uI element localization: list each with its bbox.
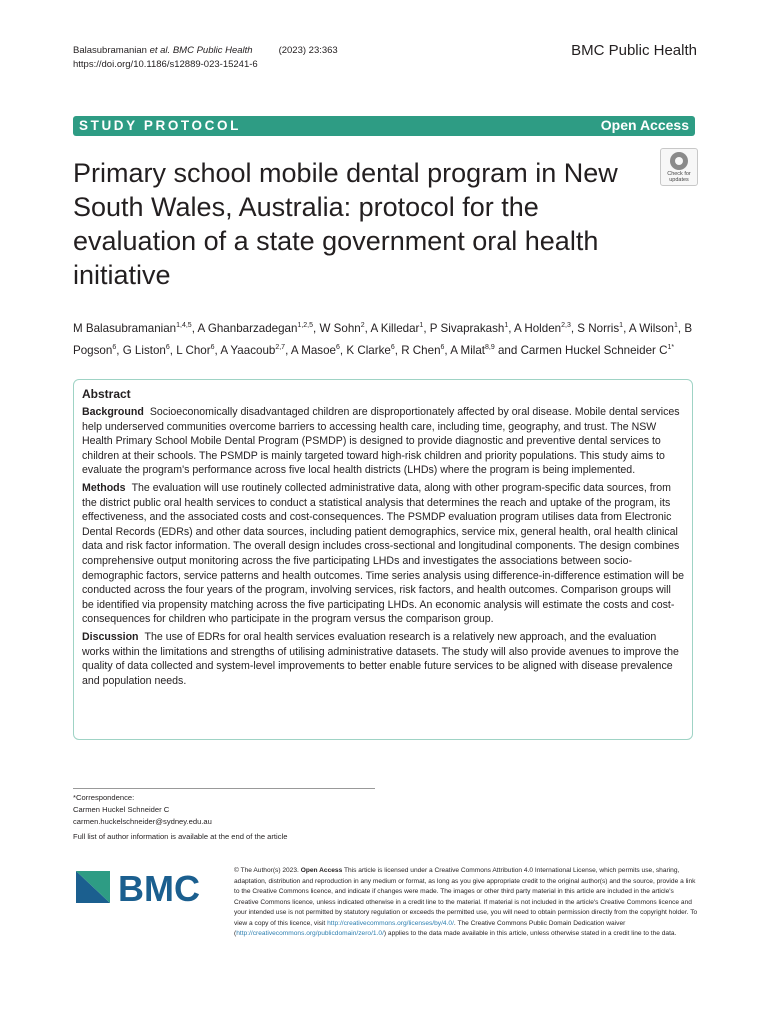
author-affiliation: 1,2,5 (297, 322, 314, 329)
citation-etal: et al. (149, 45, 171, 56)
check-for-updates-button[interactable] (660, 148, 698, 186)
author-list: M Balasubramanian$^{1,4,5}$, A Ghanbarzadegan$^{1,2,5}$, W Sohn$^2$, A Killedar$^1$, P Sivaprakash$^1$, A Holden$^{2,3}$, S Norris$^1$, A Wilson$^1$, B Pogson$^6$, G Liston$^6$, L Chor$^6$, A Yaacoub$^{2,7}$, A Masoe$^6$, K Clarke$^6$, R Chen$^6$, A Milat$^{8,9}$ and Carmen Huckel Schneider $C^{1*}$ (73, 321, 693, 357)
author-affiliation: 6 (440, 343, 445, 351)
article-type-label: STUDY PROTOCOL (79, 118, 241, 133)
author-affiliation: 1 (504, 322, 509, 329)
author-affiliation: 1* (667, 343, 675, 351)
author-affiliation: 6 (210, 343, 215, 351)
methods-label: Methods (82, 481, 126, 494)
author-name: K Clarke$^6$ (346, 343, 395, 357)
author-name: G Liston$^6$ (122, 343, 170, 357)
abstract-methods (82, 481, 684, 627)
correspondence-block (73, 792, 212, 828)
license-text-1: This article is licensed under a Creative Commons Attribution 4.0 International License, which permits use, sharing, adaptation, distribution and reproduction in any medium or format, as long as you give appropriate credit to the original author(s) and the source, provide a link to the Creative Commons licence, and indicate if changes were made. The images or other third party material in this article are included in the article's Creative Commons licence, unless indicated otherwise in a credit line to the material. If material is not included in the article's Creative Commons licence and your intended use is not permitted by statutory regulation or exceeds the permitted use, you will need to obtain permission directly from the copyright holder. To view a copy of this licence, visit (234, 867, 698, 927)
correspondence-email[interactable]: carmen.huckelschneider@sydney.edu.au (73, 817, 212, 826)
doi-link[interactable]: https://doi.org/10.1186/s12889-023-15241-6 (73, 59, 258, 70)
discussion-label: Discussion (82, 630, 139, 643)
author-name: A Masoe$^6$ (290, 343, 340, 357)
license-text-3: ) applies to the data made available in this article, unless otherwise stated in a credit line to the data. (383, 930, 677, 937)
author-name: A Milat$^{8,9}$ (450, 343, 495, 357)
author-affiliation: 6 (112, 343, 117, 351)
license-link-cc-by[interactable]: http://creativecommons.org/licenses/by/4.0/ (327, 919, 454, 927)
open-access-label: Open Access (600, 117, 689, 133)
author-name: S Norris$^1$ (577, 321, 624, 335)
author-name: A Yaacoub$^{2,7}$ (220, 343, 286, 357)
license-text-2: . The Creative Commons Public Domain Dedication waiver ( (234, 919, 626, 937)
author-name: Carmen Huckel Schneider $C^{1*}$ (520, 343, 675, 357)
citation-year-volume: (2023) 23:363 (278, 45, 338, 56)
author-name: A Ghanbarzadegan$^{1,2,5}$ (197, 321, 314, 335)
abstract-heading: Abstract (82, 387, 131, 401)
author-affiliation: 8,9 (485, 343, 495, 351)
author-name: P Sivaprakash$^1$ (429, 321, 509, 335)
author-name: B Pogson$^6$ (73, 321, 693, 357)
citation-authors: Balasubramanian (73, 45, 147, 56)
license-copyright: © The Author(s) 2023. (234, 867, 299, 874)
license-statement (234, 866, 698, 940)
author-affiliation: 1 (419, 322, 424, 329)
check-for-updates-icon (670, 152, 688, 170)
author-name: W Sohn$^2$ (319, 321, 365, 335)
author-affiliation: 1 (619, 322, 624, 329)
correspondence-name: Carmen Huckel Schneider C (73, 805, 170, 814)
badge-line-1: Check for (667, 171, 691, 177)
discussion-text: The use of EDRs for oral health services evaluation research is a relatively new approach, and the evaluation works within the limitations and strengths of utilising administrative datasets. The study will also provide avenues to improve the quality of data collected and system-level improvements to better enable future services to be aligned with disease prevalence and population needs. (82, 630, 679, 687)
bmc-logo (76, 869, 216, 905)
footnote-divider (73, 788, 375, 789)
author-affiliation: 2,3 (561, 322, 571, 329)
author-affiliation: 1 (674, 322, 678, 329)
logo-text: BMC (118, 869, 200, 905)
article-citation (73, 44, 338, 72)
correspondence-label: *Correspondence: (73, 793, 135, 802)
author-name: A Killedar$^1$ (370, 321, 424, 335)
article-type-banner (73, 116, 695, 136)
author-name: A Holden$^{2,3}$ (514, 321, 571, 335)
full-author-note: Full list of author information is available at the end of the article (73, 832, 288, 841)
journal-name: BMC Public Health (571, 42, 697, 59)
article-title: Primary school mobile dental program in New South Wales, Australia: protocol for the evaluation of a state government oral health initiative (73, 158, 618, 290)
author-and: and (494, 343, 521, 357)
author-name: R Chen$^6$ (401, 343, 445, 357)
license-open-access: Open Access (300, 867, 343, 874)
author-affiliation: 6 (336, 343, 340, 351)
background-text: Socioeconomically disadvantaged children are disproportionately affected by oral disease. Mobile dental services help underserved communities overcome barriers to accessing health care, including time, geography, and trust. The NSW Health Primary School Mobile Dental Program (PSMDP) is designed to provide diagnostic and preventive dental services to children at their schools. The PSMDP is mainly targeted toward high-risk children and priority populations. This study aims to evaluate the program's performance across five local health districts (LHDs) where the program is being implemented. (82, 406, 680, 477)
author-affiliation: 6 (390, 343, 395, 351)
author-affiliation: 2,7 (275, 343, 286, 351)
license-link-cc-zero[interactable]: http://creativecommons.org/publicdomain/zero/1.0/ (236, 930, 384, 937)
author-name: L Chor$^6$ (176, 343, 215, 357)
methods-text: The evaluation will use routinely collected administrative data, along with other program-specific data sources, from the district public oral health services to conduct a statistical analysis that determines the reach and uptake of the program, its effectiveness, and the associated costs and cost-consequences. The PSMDP evaluation program utilises data from Electronic Dental Records (EDRs) and other data sources, including patient demographics, service mix, general health, oral health clinical data and risk factor information. The overall design includes cross-sectional and longitudinal components. The design combines comprehensive output monitoring across the five participating LHDs and investigates the associations between socio-demographic factors, service patterns and health outcomes. Time series analysis using difference-in-difference estimation will be conducted across the four years of the program, involving services, risk factors, and health outcomes. Comparison groups will be identified via propensity matching across the five participating LHDs. An economic analysis will estimate the costs and cost-consequences for children who participate in the program versus the comparison group. (82, 481, 684, 626)
author-name: M Balasubramanian$^{1,4,5}$ (73, 321, 192, 335)
author-affiliation: 1,4,5 (176, 322, 192, 329)
abstract-box (73, 379, 693, 740)
abstract-discussion (82, 630, 684, 688)
author-affiliation: 6 (165, 343, 170, 351)
citation-journal: BMC Public Health (172, 45, 253, 56)
badge-line-2: updates (669, 177, 689, 183)
author-affiliation: 2 (360, 322, 365, 329)
abstract-background (82, 405, 684, 478)
background-label: Background (82, 406, 144, 418)
author-name: A Wilson$^1$ (628, 321, 678, 335)
